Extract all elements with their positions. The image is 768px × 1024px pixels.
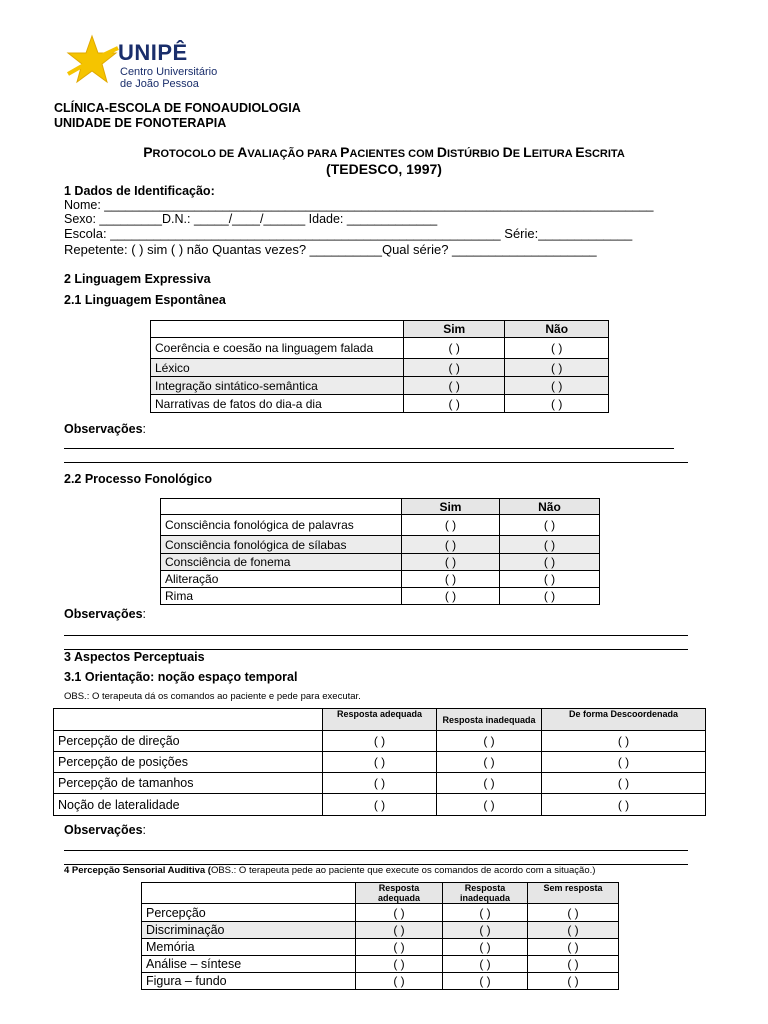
row-label: Coerência e coesão na linguagem falada bbox=[151, 338, 404, 359]
row-label: Noção de lateralidade bbox=[54, 794, 323, 816]
row-label: Consciência de fonema bbox=[161, 554, 402, 571]
section-3-heading: 3 Aspectos Perceptuais bbox=[64, 650, 205, 664]
checkbox-inadequate[interactable]: ( ) bbox=[437, 731, 542, 752]
table-phonological-process bbox=[160, 498, 600, 605]
checkbox-no-response[interactable]: ( ) bbox=[528, 922, 619, 939]
col-sim: Sim bbox=[404, 321, 505, 338]
checkbox-inadequate[interactable]: ( ) bbox=[437, 752, 542, 773]
checkbox-sim[interactable]: ( ) bbox=[402, 588, 500, 605]
checkbox-sim[interactable]: ( ) bbox=[404, 359, 505, 377]
row-label: Consciência fonológica de sílabas bbox=[161, 536, 402, 554]
table-auditory-perception bbox=[141, 882, 619, 990]
row-label: Rima bbox=[161, 588, 402, 605]
checkbox-sim[interactable]: ( ) bbox=[404, 395, 505, 413]
checkbox-nao[interactable]: ( ) bbox=[505, 395, 609, 413]
section-3-1-heading: 3.1 Orientação: noção espaço temporal bbox=[64, 670, 298, 684]
checkbox-adequate[interactable]: ( ) bbox=[323, 794, 437, 816]
section-4-heading: 4 Percepção Sensorial Auditiva (OBS.: O terapeuta pede ao paciente que execute os comandos de acordo com a situação.) bbox=[64, 865, 596, 876]
checkbox-nao[interactable]: ( ) bbox=[499, 588, 599, 605]
document-subtitle: (TEDESCO, 1997) bbox=[326, 161, 442, 177]
row-label: Integração sintático-semântica bbox=[151, 377, 404, 395]
observations-label: Observações: bbox=[64, 422, 147, 436]
checkbox-uncoordinated[interactable]: ( ) bbox=[542, 731, 706, 752]
observation-line[interactable] bbox=[64, 462, 688, 463]
row-label: Análise – síntese bbox=[142, 956, 356, 973]
checkbox-uncoordinated[interactable]: ( ) bbox=[542, 752, 706, 773]
logo-subtitle-2: de João Pessoa bbox=[120, 78, 199, 90]
row-label: Discriminação bbox=[142, 922, 356, 939]
checkbox-sim[interactable]: ( ) bbox=[402, 536, 500, 554]
star-icon bbox=[64, 34, 120, 86]
row-label: Narrativas de fatos do dia-a dia bbox=[151, 395, 404, 413]
checkbox-sim[interactable]: ( ) bbox=[402, 571, 500, 588]
checkbox-inadequate[interactable]: ( ) bbox=[437, 794, 542, 816]
checkbox-adequate[interactable]: ( ) bbox=[356, 973, 443, 990]
row-label: Consciência fonológica de palavras bbox=[161, 515, 402, 536]
checkbox-no-response[interactable]: ( ) bbox=[528, 904, 619, 922]
row-label: Percepção de tamanhos bbox=[54, 773, 323, 794]
checkbox-nao[interactable]: ( ) bbox=[499, 515, 599, 536]
checkbox-inadequate[interactable]: ( ) bbox=[437, 773, 542, 794]
sex-dob-age-field[interactable]: Sexo: _________D.N.: _____/____/______ Idade: _____________ bbox=[64, 212, 438, 226]
checkbox-adequate[interactable]: ( ) bbox=[356, 922, 443, 939]
checkbox-adequate[interactable]: ( ) bbox=[356, 904, 443, 922]
observation-line[interactable] bbox=[64, 448, 674, 449]
row-label: Percepção de direção bbox=[54, 731, 323, 752]
unipe-logo bbox=[64, 34, 234, 90]
checkbox-no-response[interactable]: ( ) bbox=[528, 956, 619, 973]
checkbox-inadequate[interactable]: ( ) bbox=[443, 904, 528, 922]
checkbox-no-response[interactable]: ( ) bbox=[528, 939, 619, 956]
observations-label: Observações: bbox=[64, 823, 147, 837]
observation-line[interactable] bbox=[64, 635, 688, 636]
observations-label: Observações: bbox=[64, 607, 147, 621]
checkbox-nao[interactable]: ( ) bbox=[499, 536, 599, 554]
clinic-name: CLÍNICA-ESCOLA DE FONOAUDIOLOGIA bbox=[54, 101, 301, 115]
col-adequate: Resposta adequada bbox=[356, 883, 443, 904]
name-field[interactable]: Nome: _______________________________________________________________________________ bbox=[64, 198, 654, 212]
section-2-1-heading: 2.1 Linguagem Espontânea bbox=[64, 293, 226, 307]
col-nao: Não bbox=[505, 321, 609, 338]
checkbox-uncoordinated[interactable]: ( ) bbox=[542, 773, 706, 794]
checkbox-sim[interactable]: ( ) bbox=[404, 377, 505, 395]
row-label: Aliteração bbox=[161, 571, 402, 588]
unit-name: UNIDADE DE FONOTERAPIA bbox=[54, 116, 227, 130]
row-label: Memória bbox=[142, 939, 356, 956]
col-adequate: Resposta adequada bbox=[323, 709, 437, 731]
checkbox-sim[interactable]: ( ) bbox=[404, 338, 505, 359]
section-2-2-heading: 2.2 Processo Fonológico bbox=[64, 472, 212, 486]
checkbox-uncoordinated[interactable]: ( ) bbox=[542, 794, 706, 816]
col-inadequate: Resposta inadequada bbox=[443, 883, 528, 904]
section-2-heading: 2 Linguagem Expressiva bbox=[64, 272, 211, 286]
checkbox-inadequate[interactable]: ( ) bbox=[443, 939, 528, 956]
observation-line[interactable] bbox=[64, 850, 688, 851]
checkbox-adequate[interactable]: ( ) bbox=[323, 731, 437, 752]
checkbox-nao[interactable]: ( ) bbox=[505, 377, 609, 395]
checkbox-sim[interactable]: ( ) bbox=[402, 515, 500, 536]
school-grade-field[interactable]: Escola: ______________________________________________________ Série:_____________ bbox=[64, 226, 633, 241]
checkbox-adequate[interactable]: ( ) bbox=[323, 752, 437, 773]
checkbox-adequate[interactable]: ( ) bbox=[323, 773, 437, 794]
row-label: Figura – fundo bbox=[142, 973, 356, 990]
table-spontaneous-language bbox=[150, 320, 609, 413]
col-no-response: Sem resposta bbox=[528, 883, 619, 904]
checkbox-inadequate[interactable]: ( ) bbox=[443, 922, 528, 939]
checkbox-inadequate[interactable]: ( ) bbox=[443, 956, 528, 973]
checkbox-adequate[interactable]: ( ) bbox=[356, 939, 443, 956]
checkbox-nao[interactable]: ( ) bbox=[499, 554, 599, 571]
checkbox-sim[interactable]: ( ) bbox=[402, 554, 500, 571]
checkbox-inadequate[interactable]: ( ) bbox=[443, 973, 528, 990]
repeat-field[interactable]: Repetente: ( ) sim ( ) não Quantas vezes? __________Qual série? ____________________ bbox=[64, 242, 597, 257]
col-uncoordinated: De forma Descoordenada bbox=[542, 709, 706, 731]
checkbox-adequate[interactable]: ( ) bbox=[356, 956, 443, 973]
identification-heading: 1 Dados de Identificação: bbox=[64, 184, 215, 198]
col-sim: Sim bbox=[402, 499, 500, 515]
checkbox-nao[interactable]: ( ) bbox=[505, 359, 609, 377]
table-spatial-orientation bbox=[53, 708, 706, 816]
document-title: PROTOCOLO DE AVALIAÇÃO PARA PACIENTES COM DISTÚRBIO DE LEITURA ESCRITA bbox=[143, 144, 625, 160]
checkbox-nao[interactable]: ( ) bbox=[505, 338, 609, 359]
col-inadequate: Resposta inadequada bbox=[437, 709, 542, 731]
row-label: Percepção de posições bbox=[54, 752, 323, 773]
logo-subtitle-1: Centro Universitário bbox=[120, 66, 218, 78]
checkbox-no-response[interactable]: ( ) bbox=[528, 973, 619, 990]
row-label: Percepção bbox=[142, 904, 356, 922]
checkbox-nao[interactable]: ( ) bbox=[499, 571, 599, 588]
instruction-note: OBS.: O terapeuta dá os comandos ao paciente e pede para executar. bbox=[64, 691, 361, 702]
logo-name: UNIPÊ bbox=[118, 40, 188, 65]
row-label: Léxico bbox=[151, 359, 404, 377]
col-nao: Não bbox=[499, 499, 599, 515]
